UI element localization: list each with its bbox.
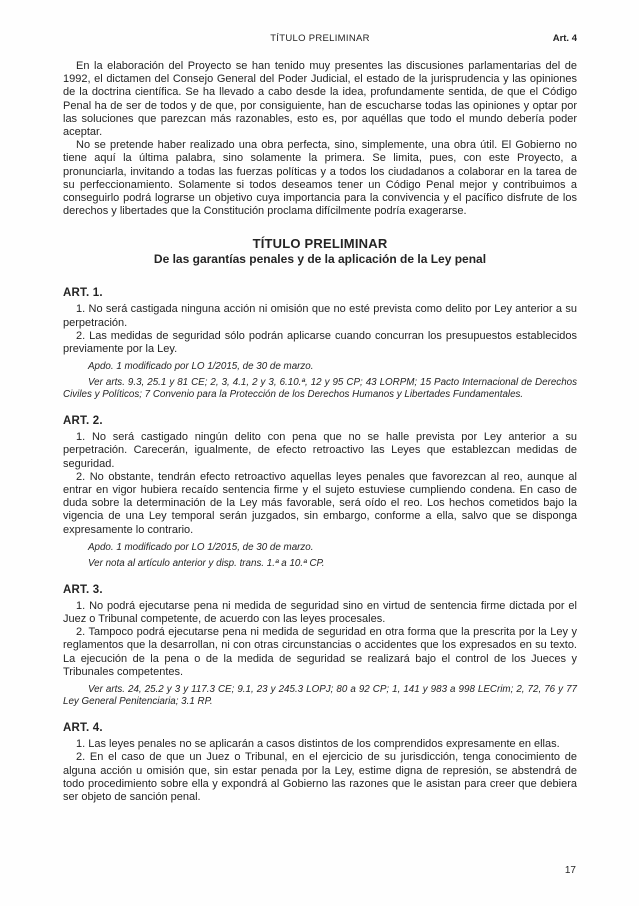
article-2-note-1: Apdo. 1 modificado por LO 1/2015, de 30 de marzo. [88, 541, 314, 553]
article-2 [63, 415, 577, 570]
article-4 [63, 722, 577, 804]
page-number: 17 [564, 865, 576, 876]
article-2-paragraph-2: 2. No obstante, tendrán efecto retroactivo aquellas leyes penales que favorezcan al reo, aunque al entrar en vigor hubiera recaído sentencia firme y el sujeto estuviese cumpliendo condena. En caso de duda sobre la determinación de la Ley más favorable, será oído el reo. Los hechos cometidos bajo la vigencia de una Ley temporal serán juzgados, sin embargo, conforme a ella, salvo que se disponga expresamente lo contrario. [63, 470, 577, 536]
article-2-paragraph-1: 1. No será castigado ningún delito con pena que no se halle prevista por Ley anterior a su perpetración. Carecerán, igualmente, de efecto retroactivo las Leyes que establezcan medidas de seguridad. [63, 431, 577, 470]
article-1 [63, 287, 577, 401]
running-header-article-ref: Art. 4 [552, 33, 577, 44]
article-3-note-1: Ver arts. 24, 25.2 y 3 y 117.3 CE; 9.1, 23 y 245.3 LOPJ; 80 a 92 CP; 1, 141 y 983 a 998 LECrim; 2, 72, 76 y 77 Ley General Penitenciaria; 3.1 RP. [63, 684, 577, 708]
article-2-heading: ART. 2. [63, 415, 103, 428]
intro-paragraph-2: No se pretende haber realizado una obra perfecta, sino, simplemente, una obra útil. El Gobierno no tiene aquí la última palabra, sino solamente la primera. Se limita, pues, con este Proyecto, a pronunciarla, invitando a todas las fuerzas políticas y a todos los ciudadanos a colaborar en la tarea de su perfeccionamiento. Solamente si todos deseamos tener un Código Penal mejor y contribuimos a conseguirlo podrá lograrse un objetivo cuya importancia para la convivencia y el pacífico disfrute de los derechos y libertades que la Constitución proclama difícilmente podría exagerarse. [63, 139, 577, 218]
article-1-paragraph-1: 1. No será castigada ninguna acción ni omisión que no esté prevista como delito por Ley anterior a su perpetración. [63, 303, 577, 329]
article-1-note-1: Apdo. 1 modificado por LO 1/2015, de 30 de marzo. [88, 361, 314, 373]
article-3-heading: ART. 3. [63, 583, 103, 596]
article-2-note-2: Ver nota al artículo anterior y disp. trans. 1.ª a 10.ª CP. [88, 557, 325, 569]
running-header-title: TÍTULO PRELIMINAR [270, 33, 370, 44]
section-subtitle: De las garantías penales y de la aplicación de la Ley penal [153, 252, 487, 267]
section-heading [63, 236, 577, 267]
article-1-heading: ART. 1. [63, 287, 103, 300]
running-header [63, 33, 577, 45]
section-title: TÍTULO PRELIMINAR [252, 236, 388, 252]
article-4-paragraph-1: 1. Las leyes penales no se aplicarán a casos distintos de los comprendidos expresamente en ellas. [76, 738, 560, 751]
article-3-paragraph-2: 2. Tampoco podrá ejecutarse pena ni medida de seguridad en otra forma que la prescrita por la Ley y reglamentos que la desarrollan, ni con otras circunstancias o accidentes que los expresados en su texto. La ejecución de la pena o de la medida de seguridad se realizará bajo el control de los Jueces y Tribunales competentes. [63, 626, 577, 678]
article-4-paragraph-2: 2. En el caso de que un Juez o Tribunal, en el ejercicio de su jurisdicción, tenga conocimiento de alguna acción u omisión que, sin estar penada por la Ley, estime digna de represión, se abstendrá de todo procedimiento sobre ella y expondrá al Gobierno las razones que le asistan para creer que debiera ser objeto de sanción penal. [63, 751, 577, 803]
article-4-heading: ART. 4. [63, 722, 103, 735]
article-3-paragraph-1: 1. No podrá ejecutarse pena ni medida de seguridad sino en virtud de sentencia firme dictada por el Juez o Tribunal competente, de acuerdo con las leyes procesales. [63, 599, 577, 626]
intro-paragraph-1: En la elaboración del Proyecto se han tenido muy presentes las discusiones parlamentarias del de 1992, el dictamen del Consejo General del Poder Judicial, el estado de la jurisprudencia y las opiniones de la doctrina científica. Se ha llevado a cabo desde la idea, profundamente sentida, de que el Código Penal ha de ser de todos y de que, por consiguiente, han de escucharse todas las opiniones y optar por las soluciones que parezcan más razonables, esto es, por aquéllas que todo el mundo debería poder aceptar. [63, 60, 577, 139]
article-1-note-2: Ver arts. 9.3, 25.1 y 81 CE; 2, 3, 4.1, 2 y 3, 6.10.ª, 12 y 95 CP; 43 LORPM; 15 Pacto Internacional de Derechos Civiles y Políticos; 7 Convenio para la Protección de los Derechos Humanos y Libertades Fundamentales. [63, 377, 577, 401]
article-3 [63, 584, 577, 708]
article-1-paragraph-2: 2. Las medidas de seguridad sólo podrán aplicarse cuando concurran los presupuestos establecidos previamente por la Ley. [63, 329, 577, 356]
